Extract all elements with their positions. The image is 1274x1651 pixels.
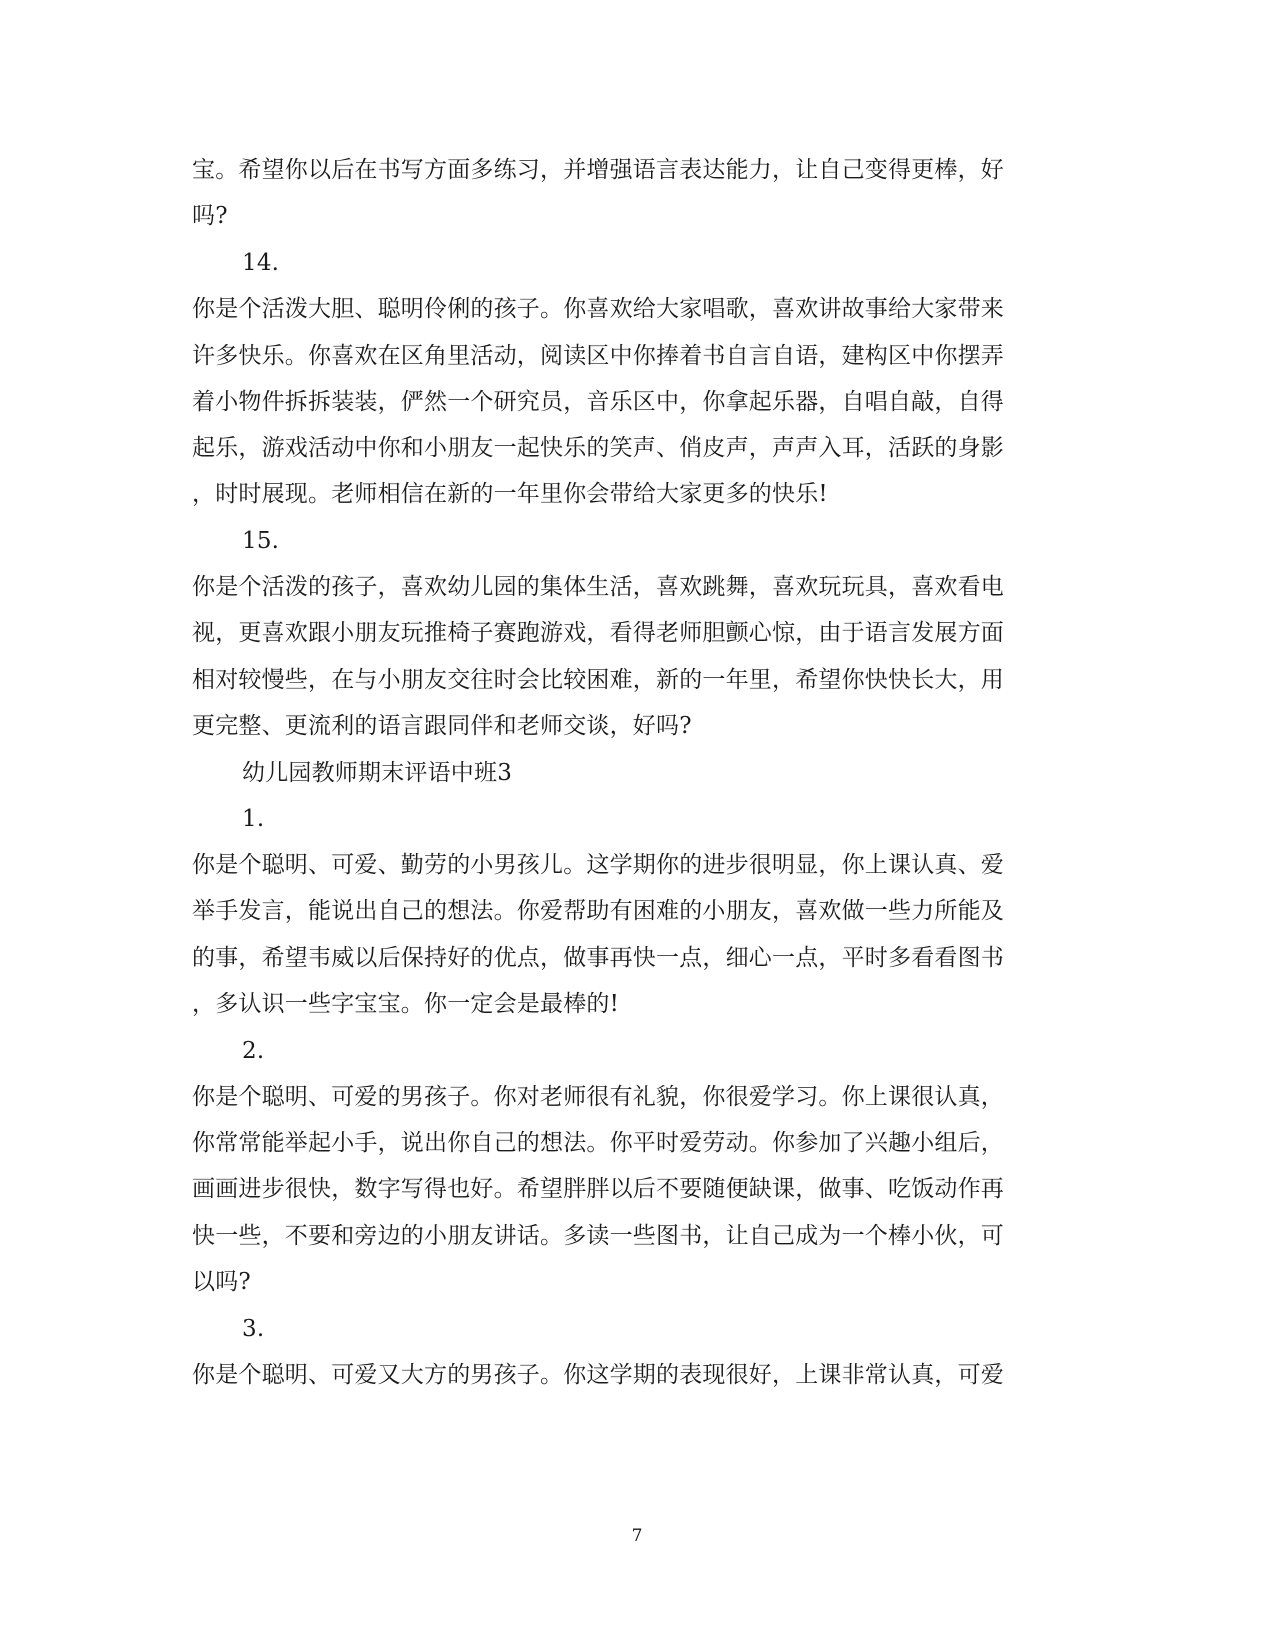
item-number: 15. [242,528,280,554]
paragraph-line: 你是个聪明、可爱又大方的男孩子。你这学期的表现很好，上课非常认真，可爱 [192,1362,1004,1388]
paragraph-line: 你常常能举起小手，说出你自己的想法。你平时爱劳动。你参加了兴趣小组后， [192,1130,1004,1156]
paragraph-line: 你是个聪明、可爱的男孩子。你对老师很有礼貌，你很爱学习。你上课很认真， [192,1084,1004,1110]
paragraph-line: ，多认识一些字宝宝。你一定会是最棒的! [192,991,620,1017]
paragraph-line: 举手发言，能说出自己的想法。你爱帮助有困难的小朋友，喜欢做一些力所能及 [192,898,1004,924]
paragraph-line: 快一些，不要和旁边的小朋友讲话。多读一些图书，让自己成为一个棒小伙，可 [192,1223,1004,1249]
paragraph-line: 许多快乐。你喜欢在区角里活动，阅读区中你捧着书自言自语，建构区中你摆弄 [192,343,1004,369]
item-number: 2. [242,1038,265,1064]
paragraph-line: ，时时展现。老师相信在新的一年里你会带给大家更多的快乐! [192,481,828,507]
item-number: 1. [242,806,265,832]
section-heading: 幼儿园教师期末评语中班3 [242,760,513,786]
paragraph-line: 着小物件拆拆装装，俨然一个研究员，音乐区中，你拿起乐器，自唱自敲，自得 [192,389,1004,415]
paragraph-line: 相对较慢些，在与小朋友交往时会比较困难，新的一年里，希望你快快长大，用 [192,667,1004,693]
item-number: 3. [242,1316,265,1342]
item-number: 14. [242,250,280,276]
paragraph-line: 起乐，游戏活动中你和小朋友一起快乐的笑声、俏皮声，声声入耳，活跃的身影 [192,435,1004,461]
paragraph-line: 更完整、更流利的语言跟同伴和老师交谈，好吗? [192,713,692,739]
paragraph-line: 视，更喜欢跟小朋友玩推椅子赛跑游戏，看得老师胆颤心惊，由于语言发展方面 [192,620,1004,646]
paragraph-line: 的事，希望韦威以后保持好的优点，做事再快一点，细心一点，平时多看看图书 [192,945,1004,971]
paragraph-line: 宝。希望你以后在书写方面多练习，并增强语言表达能力，让自己变得更棒，好 [192,157,1004,183]
paragraph-line: 你是个聪明、可爱、勤劳的小男孩儿。这学期你的进步很明显，你上课认真、爱 [192,852,1004,878]
paragraph-line: 吗? [192,203,228,229]
paragraph-line: 画画进步很快，数字写得也好。希望胖胖以后不要随便缺课，做事、吃饭动作再 [192,1176,1004,1202]
paragraph-line: 你是个活泼大胆、聪明伶俐的孩子。你喜欢给大家唱歌，喜欢讲故事给大家带来 [192,296,1004,322]
page-number: 7 [631,1526,643,1546]
paragraph-line: 以吗? [192,1269,251,1295]
paragraph-line: 你是个活泼的孩子，喜欢幼儿园的集体生活，喜欢跳舞，喜欢玩玩具，喜欢看电 [192,574,1004,600]
